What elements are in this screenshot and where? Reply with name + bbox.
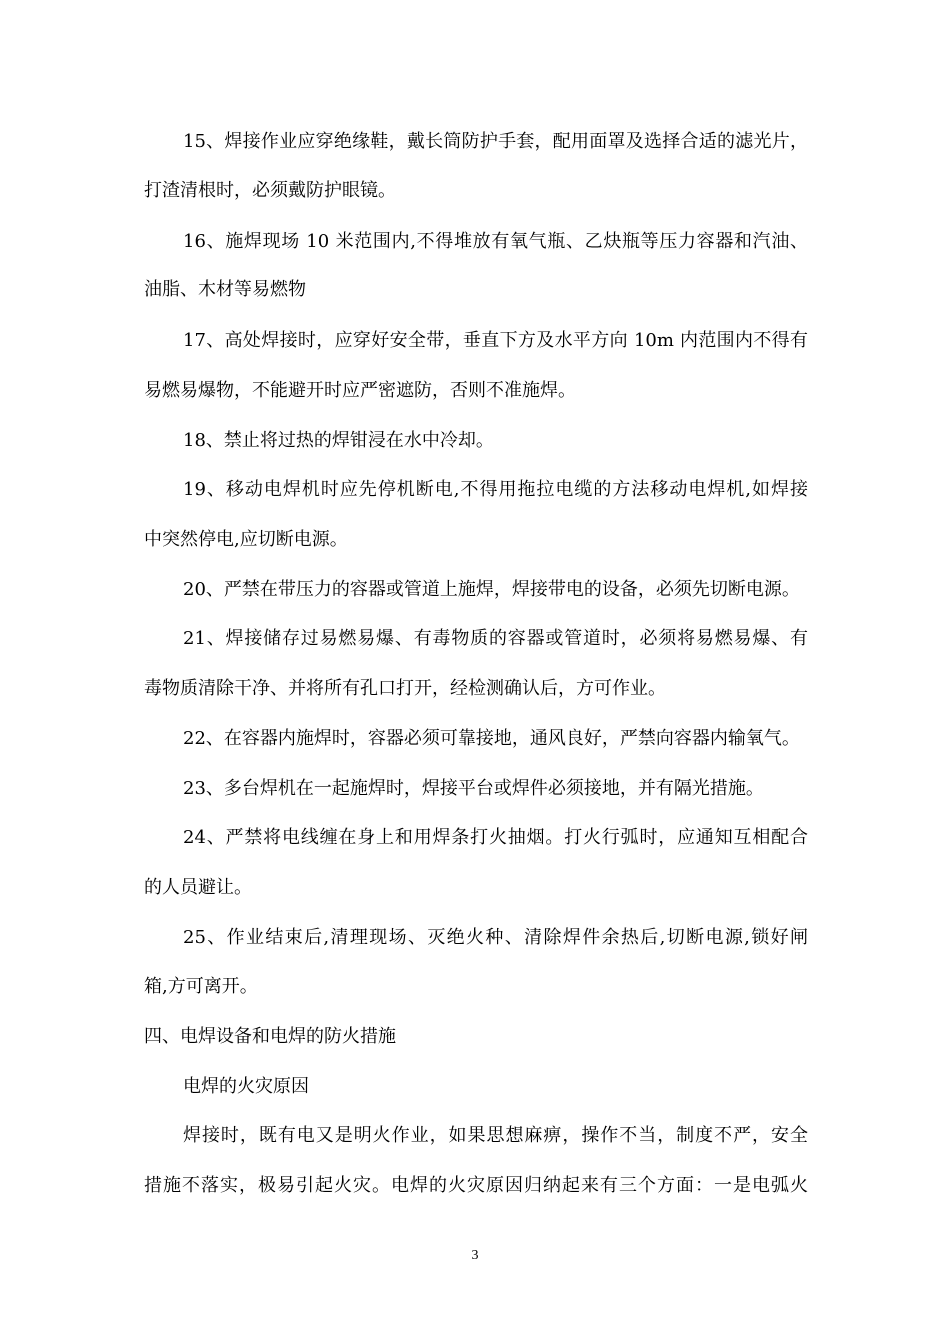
- paragraph-line: 油脂、木材等易燃物: [144, 279, 306, 300]
- paragraph-line: 毒物质清除干净、并将所有孔口打开，经检测确认后，方可作业。: [144, 678, 666, 699]
- paragraph-line: 的人员避让。: [144, 877, 252, 898]
- paragraph-line: 措施不落实，极易引起火灾。电焊的火灾原因归纳起来有三个方面：一是电弧火: [144, 1175, 808, 1196]
- paragraph-line: 21、焊接储存过易燃易爆、有毒物质的容器或管道时，必须将易燃易爆、有: [183, 628, 808, 649]
- paragraph-line: 中突然停电,应切断电源。: [144, 529, 348, 550]
- paragraph-line: 20、严禁在带压力的容器或管道上施焊，焊接带电的设备，必须先切断电源。: [183, 579, 800, 600]
- paragraph-line: 15、焊接作业应穿绝缘鞋，戴长筒防护手套，配用面罩及选择合适的滤光片，: [183, 131, 808, 152]
- paragraph-line: 打渣清根时，必须戴防护眼镜。: [144, 180, 396, 201]
- paragraph-line: 23、多台焊机在一起施焊时，焊接平台或焊件必须接地，并有隔光措施。: [183, 778, 764, 799]
- paragraph-line: 易燃易爆物，不能避开时应严密遮防，否则不准施焊。: [144, 380, 576, 401]
- section-heading: 四、电焊设备和电焊的防火措施: [144, 1026, 396, 1047]
- paragraph-line: 24、严禁将电线缠在身上和用焊条打火抽烟。打火行弧时，应通知互相配合: [183, 827, 808, 848]
- paragraph-line: 19、移动电焊机时应先停机断电,不得用拖拉电缆的方法移动电焊机,如焊接: [183, 479, 808, 500]
- paragraph-line: 17、高处焊接时，应穿好安全带，垂直下方及水平方向 10m 内范围内不得有: [183, 330, 808, 351]
- page-number: 3: [471, 1248, 479, 1263]
- subsection-heading: 电焊的火灾原因: [183, 1076, 309, 1097]
- paragraph-line: 18、禁止将过热的焊钳浸在水中冷却。: [183, 430, 494, 451]
- paragraph-line: 22、在容器内施焊时，容器必须可靠接地，通风良好，严禁向容器内输氧气。: [183, 728, 800, 749]
- paragraph-line: 焊接时，既有电又是明火作业，如果思想麻痹，操作不当，制度不严，安全: [183, 1125, 808, 1146]
- paragraph-line: 25、作业结束后,清理现场、灭绝火种、清除焊件余热后,切断电源,锁好闸: [183, 927, 808, 948]
- paragraph-line: 16、施焊现场 10 米范围内,不得堆放有氧气瓶、乙炔瓶等压力容器和汽油、: [183, 231, 808, 252]
- paragraph-line: 箱,方可离开。: [144, 976, 258, 997]
